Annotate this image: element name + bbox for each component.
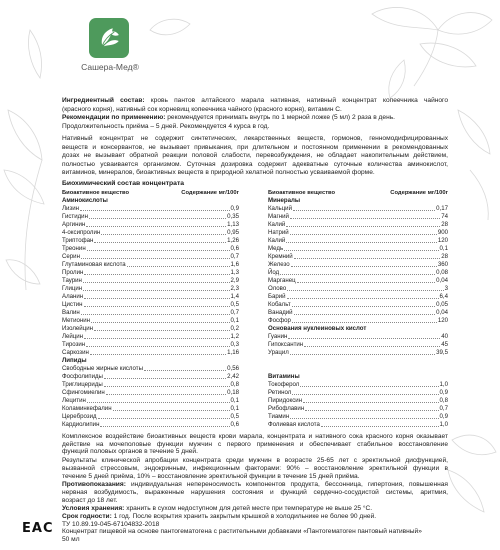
substance-value: 1,26 <box>227 237 239 244</box>
dot-leader <box>292 322 437 323</box>
dot-leader <box>300 386 438 387</box>
dot-leader <box>94 330 230 331</box>
ingredients-line <box>62 97 448 106</box>
table-row <box>62 341 239 349</box>
table-row <box>62 397 239 405</box>
composition-column-right <box>268 189 448 429</box>
usage-info <box>62 97 448 131</box>
substance-name: Свободные жирные кислоты <box>62 365 143 372</box>
shelf-life-text: 1 год. После вскрытия хранить закрытым крышкой в холодильнике не более 90 дней. <box>113 513 377 521</box>
results-line: вызванной стрессовым, эндокринным, инфекционным факторами: 90% – восстановление эректильной функции в <box>62 464 448 472</box>
table-row <box>268 317 448 325</box>
table-row <box>62 229 239 237</box>
flower-leaf-icon <box>94 23 124 53</box>
substance-value: 120 <box>437 237 448 244</box>
substance-value: 28 <box>441 253 448 260</box>
description <box>62 135 448 178</box>
table-row <box>62 285 239 293</box>
substance-name: Треонин <box>62 245 86 252</box>
group-heading: Витамины <box>268 373 300 380</box>
substance-name: Гистидин <box>62 213 88 220</box>
dot-leader <box>290 234 437 235</box>
dot-leader <box>284 250 438 251</box>
composition-column-left <box>62 189 239 429</box>
substance-value: 0,05 <box>436 301 448 308</box>
substance-value: 40 <box>441 333 448 340</box>
group-heading: Аминокислоты <box>62 197 108 204</box>
dot-leader <box>113 410 230 411</box>
table-row <box>268 309 448 317</box>
substance-value: 0,1 <box>230 317 239 324</box>
table-row <box>62 261 239 269</box>
table-row <box>62 365 239 373</box>
substance-name: Метионин <box>62 317 91 324</box>
tu-code: ТУ 10.89.19-045-67104832-2018 <box>62 520 160 528</box>
brand-logo <box>89 18 129 58</box>
table-row <box>268 301 448 309</box>
substance-name: Лизин <box>62 205 79 212</box>
substance-value: 0,5 <box>230 301 239 308</box>
dot-leader <box>91 322 229 323</box>
table-row <box>268 285 448 293</box>
substance-value: 0,04 <box>436 309 448 316</box>
substance-value: 0,1 <box>439 245 448 252</box>
substance-name: Натрий <box>268 229 289 236</box>
brand-name: Сашера-Мед® <box>81 62 139 72</box>
table-row <box>62 325 239 333</box>
substance-name: 4-оксипролин <box>62 229 101 236</box>
dot-leader <box>106 394 226 395</box>
table-row <box>62 373 239 381</box>
substance-name: Триглицериды <box>62 381 103 388</box>
table-row <box>62 301 239 309</box>
substance-value: 0,6 <box>230 245 239 252</box>
table-row <box>62 205 239 213</box>
contraindications-line: нервная возбудимость, выраженные нарушения состояния и функций сердечно-сосудистой системы, аритмия, <box>62 488 448 496</box>
substance-name: Кальций <box>268 205 292 212</box>
dot-leader <box>84 306 230 307</box>
substance-value: 0,9 <box>439 413 448 420</box>
table-row <box>62 317 239 325</box>
dot-leader <box>286 242 437 243</box>
table-row <box>268 237 448 245</box>
product-name: Концентрат пищевой на основе пантогематогена с растительными добавками «Пантогематоген пантовый нативный» <box>62 528 422 536</box>
shelf-life-label: Срок годности: <box>62 513 112 521</box>
substance-name: Серин <box>62 253 80 260</box>
table-row <box>62 349 239 357</box>
substance-name: Фолиевая кислота <box>268 421 320 428</box>
description-line: полностью усваивается организмом. Суточная дозировка содержит адекватные суточные количества аминокислот, <box>62 160 448 168</box>
substance-value: 39,5 <box>436 349 448 356</box>
bottom-info <box>62 433 448 544</box>
table-row <box>62 253 239 261</box>
usage-label: Рекомендации по применению: <box>62 114 166 121</box>
substance-name: Кремний <box>268 253 293 260</box>
dot-leader <box>100 426 229 427</box>
substance-name: Кардиолипин <box>62 421 100 428</box>
contraindications-label: Противопоказания: <box>62 481 126 489</box>
results-line: течение 5 дней приёма, 10% – восстановление эректильной функции в течение 15 дней приёма. <box>62 472 360 480</box>
group-heading: Основания нуклеиновых кислот <box>268 325 367 332</box>
substance-value: 0,8 <box>230 381 239 388</box>
results-line: Результаты клинической апробации концентрата среди мужчин в возрасте 25-65 лет с эректильной дисфункцией, <box>62 457 448 465</box>
dot-leader <box>87 402 230 403</box>
effect-line: функций половых органов в течение 5 дней. <box>62 448 198 456</box>
substance-name: Пролин <box>62 269 84 276</box>
substance-name: Глицин <box>62 285 83 292</box>
usage-line <box>62 114 448 123</box>
substance-name: Коламинкефалин <box>62 405 112 412</box>
substance-value: 0,04 <box>436 277 448 284</box>
substance-value: 1,13 <box>227 221 239 228</box>
substance-name: Железо <box>268 261 290 268</box>
substance-name: Кобальт <box>268 301 291 308</box>
substance-name: Саркозин <box>62 349 89 356</box>
ingredients-text: кровь пантов алтайского марала нативная, нативный концентрат копеечника чайного <box>150 97 448 104</box>
dot-leader <box>292 394 438 395</box>
description-line: дозах не вызывает обратной реакции половой слабости, перевозбуждения, не обладает накопительным действием, <box>62 152 448 159</box>
table-row <box>268 397 448 405</box>
substance-name: Сфингомиелин <box>62 389 105 396</box>
table-row <box>268 213 448 221</box>
substance-name: Магний <box>268 213 289 220</box>
table-row <box>268 245 448 253</box>
substance-name: Глутаминовая кислота <box>62 261 126 268</box>
substance-value: 0,35 <box>227 213 239 220</box>
dot-leader <box>104 378 226 379</box>
storage-label: Условия хранения: <box>62 505 125 513</box>
dot-leader <box>89 218 226 219</box>
substance-value: 0,2 <box>230 325 239 332</box>
composition-title: Биохимический состав концентрата <box>62 180 185 187</box>
dot-leader <box>305 410 438 411</box>
substance-name: Аланин <box>62 293 84 300</box>
dot-leader <box>98 418 230 419</box>
dot-leader <box>84 298 229 299</box>
table-row <box>62 421 239 429</box>
table-row <box>62 405 239 413</box>
eac-mark-icon: EAC <box>22 521 54 536</box>
substance-name: Урацил <box>268 349 289 356</box>
volume: 50 мл <box>62 536 80 544</box>
table-row <box>268 341 448 349</box>
dot-leader <box>81 314 230 315</box>
dot-leader <box>321 426 439 427</box>
substance-value: 45 <box>441 341 448 348</box>
table-row <box>62 269 239 277</box>
column-header-content: Содержание мг/100г <box>390 190 448 196</box>
table-row <box>268 229 448 237</box>
dot-leader <box>280 274 435 275</box>
substance-name: Валин <box>62 309 80 316</box>
substance-value: 74 <box>441 213 448 220</box>
table-row <box>62 245 239 253</box>
substance-value: 0,08 <box>436 269 448 276</box>
table-row <box>268 413 448 421</box>
dot-leader <box>83 290 229 291</box>
substance-name: Лецитин <box>62 397 86 404</box>
dot-leader <box>81 258 230 259</box>
table-row <box>268 381 448 389</box>
substance-value: 28 <box>441 221 448 228</box>
substance-name: Тиамин <box>268 413 290 420</box>
table-row <box>62 237 239 245</box>
dot-leader <box>304 346 440 347</box>
substance-value: 1,0 <box>439 381 448 388</box>
table-row <box>268 269 448 277</box>
substance-name: Изолейцин <box>62 325 93 332</box>
table-row <box>268 405 448 413</box>
dot-leader <box>294 314 436 315</box>
substance-value: 0,3 <box>230 341 239 348</box>
dot-leader <box>303 402 438 403</box>
dot-leader <box>86 226 226 227</box>
substance-value: 120 <box>437 317 448 324</box>
substance-name: Цереброзид <box>62 413 97 420</box>
substance-name: Триптофан <box>62 237 94 244</box>
substance-value: 360 <box>437 261 448 268</box>
description-line: веществ и консервантов, не вызывает привыкания, при длительном и постоянном применении в рекомендованных <box>62 143 448 151</box>
substance-name: Лейцин <box>62 333 84 340</box>
substance-name: Цистин <box>62 301 83 308</box>
substance-value: 0,6 <box>230 421 239 428</box>
substance-value: 0,1 <box>230 405 239 412</box>
substance-name: Таурин <box>62 277 82 284</box>
table-row <box>268 261 448 269</box>
table-row <box>268 293 448 301</box>
contraindications-paragraph <box>62 481 448 504</box>
effect-line: действие на мочеполовые функции мужчин с первого применения и обеспечивает стабильное восстановление <box>62 440 448 448</box>
substance-name: Калий <box>268 221 286 228</box>
substance-value: 0,7 <box>439 405 448 412</box>
dot-leader <box>292 306 435 307</box>
dot-leader <box>86 346 229 347</box>
dot-leader <box>294 258 441 259</box>
substance-value: 1,4 <box>230 293 239 300</box>
substance-name: Аргинин <box>62 221 86 228</box>
table-row <box>62 389 239 397</box>
substance-value: 900 <box>437 229 448 236</box>
dot-leader <box>83 282 230 283</box>
substance-value: 6,4 <box>439 293 448 300</box>
table-row <box>268 349 448 357</box>
dot-leader <box>287 290 443 291</box>
dot-leader <box>293 210 435 211</box>
results-paragraph <box>62 457 448 480</box>
storage-text: хранить в сухом недоступном для детей месте при температуре не выше 25 °С. <box>126 505 373 513</box>
substance-value: 0,7 <box>230 309 239 316</box>
substance-name: Пиридоксин <box>268 397 303 404</box>
substance-name: Рибофлавин <box>268 405 305 412</box>
table-row <box>62 277 239 285</box>
group-heading: Липиды <box>62 357 87 364</box>
dot-leader <box>144 370 226 371</box>
table-row <box>268 333 448 341</box>
substance-name: Йод <box>268 269 280 276</box>
dot-leader <box>84 338 229 339</box>
table-row <box>62 293 239 301</box>
duration-text: Продолжительность приёма – 5 дней. Рекомендуется 4 курса в год. <box>62 122 270 130</box>
dot-leader <box>127 266 230 267</box>
substance-name: Токоферол <box>268 381 300 388</box>
substance-name: Марганец <box>268 277 296 284</box>
dot-leader <box>290 218 440 219</box>
substance-value: 2,3 <box>230 285 239 292</box>
substance-value: 0,9 <box>230 205 239 212</box>
dot-leader <box>104 386 230 387</box>
substance-value: 1,2 <box>230 333 239 340</box>
dot-leader <box>290 354 435 355</box>
substance-value: 0,1 <box>230 397 239 404</box>
contraindications-line: возраст до 18 лет. <box>62 496 118 504</box>
ingredients-label: Ингредиентный состав: <box>62 97 145 104</box>
substance-value: 0,9 <box>439 389 448 396</box>
substance-value: 1,6 <box>230 261 239 268</box>
column-header <box>62 189 239 197</box>
contraindications-text: индивидуальная непереносимость компонентов продукта, бессонница, гипертония, повышенная <box>130 481 448 489</box>
substance-value: 0,8 <box>439 397 448 404</box>
substance-value: 0,17 <box>436 205 448 212</box>
contraindications-line <box>62 481 448 489</box>
dot-leader <box>291 266 437 267</box>
table-row <box>62 333 239 341</box>
description-line: Нативный концентрат не содержит синтетических, лекарственных веществ, гормонов, генномодифицированных <box>62 135 448 142</box>
column-header-content: Содержание мг/100г <box>181 190 239 196</box>
substance-name: Ретинол <box>268 389 292 396</box>
dot-leader <box>297 282 435 283</box>
substance-name: Медь <box>268 245 284 252</box>
table-row <box>268 421 448 429</box>
substance-name: Гуанин <box>268 333 288 340</box>
dot-leader <box>286 226 440 227</box>
substance-name: Калий <box>268 237 286 244</box>
usage-text: рекомендуется принимать внутрь по 1 мерной ложке (5 мл) 2 раза в день. <box>167 114 395 121</box>
ingredients-text: (красного корня), нативный сок корневищ копеечника чайного (красного корня), витамин С. <box>62 105 342 113</box>
column-header <box>268 189 448 197</box>
substance-name: Олово <box>268 285 287 292</box>
column-header-substance: Биоактивное вещество <box>268 190 336 196</box>
dot-leader <box>84 274 229 275</box>
substance-value: 3 <box>444 285 448 292</box>
table-row <box>62 381 239 389</box>
table-row <box>268 253 448 261</box>
dot-leader <box>90 354 226 355</box>
table-row <box>268 389 448 397</box>
dot-leader <box>94 242 226 243</box>
substance-value: 0,5 <box>230 413 239 420</box>
substance-value: 1,0 <box>439 421 448 428</box>
substance-name: Барий <box>268 293 286 300</box>
substance-name: Ванадий <box>268 309 293 316</box>
table-row <box>62 213 239 221</box>
table-row <box>268 221 448 229</box>
dot-leader <box>290 418 438 419</box>
substance-value: 2,9 <box>230 277 239 284</box>
table-row <box>62 413 239 421</box>
table-row <box>62 309 239 317</box>
dot-leader <box>101 234 226 235</box>
table-row <box>268 205 448 213</box>
storage-line <box>62 505 448 513</box>
group-heading: Минералы <box>268 197 301 204</box>
dot-leader <box>288 338 440 339</box>
shelf-life-line <box>62 513 448 521</box>
table-row <box>268 277 448 285</box>
substance-value: 2,42 <box>227 373 239 380</box>
substance-value: 1,16 <box>227 349 239 356</box>
substance-name: Фосфор <box>268 317 291 324</box>
table-row <box>62 221 239 229</box>
description-line: витаминов, минералов, биоактивных веществ в природной хелатной полностью усваиваемой форме. <box>62 169 375 176</box>
dot-leader <box>80 210 230 211</box>
dot-leader <box>287 298 439 299</box>
dot-leader <box>87 250 230 251</box>
substance-value: 0,95 <box>227 229 239 236</box>
effect-paragraph <box>62 433 448 456</box>
substance-value: 0,56 <box>227 365 239 372</box>
substance-name: Фосфолипиды <box>62 373 103 380</box>
substance-value: 0,18 <box>227 389 239 396</box>
substance-value: 1,3 <box>230 269 239 276</box>
substance-value: 0,7 <box>230 253 239 260</box>
substance-name: Гипоксантин <box>268 341 304 348</box>
column-header-substance: Биоактивное вещество <box>62 190 130 196</box>
substance-name: Тирозин <box>62 341 86 348</box>
effect-line: Комплексное воздействие биоактивных веществ крови марала, концентрата и нативного сока красного корня оказывает <box>62 433 448 440</box>
